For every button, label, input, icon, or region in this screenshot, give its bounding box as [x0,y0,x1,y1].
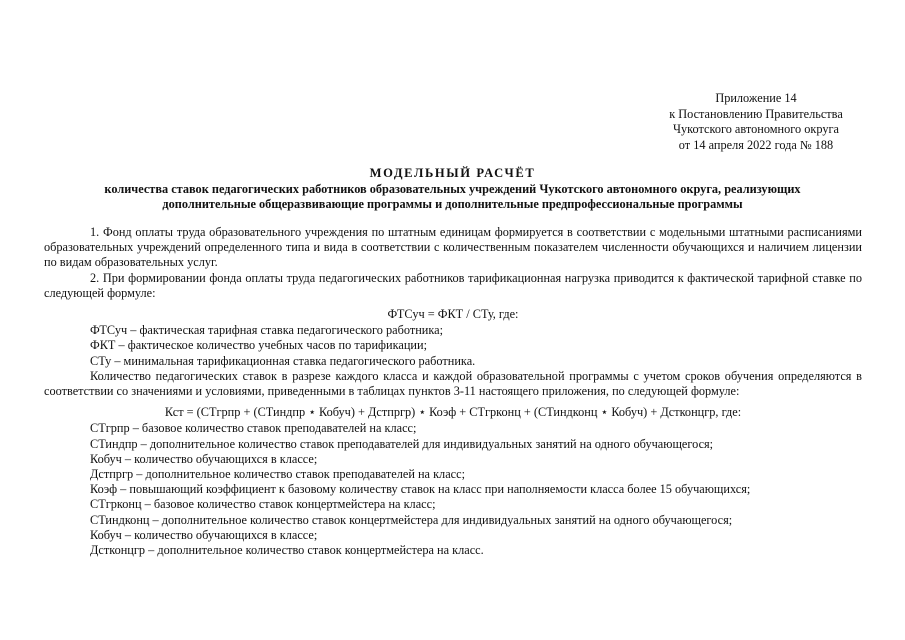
definition-item: Кобуч – количество обучающихся в классе; [90,451,318,466]
formula-tariff-rate: ФТСуч = ФКТ / СТу, где: [387,307,519,322]
appendix-line: к Постановлению Правительства [669,106,843,121]
paragraph-1: 1. Фонд оплаты труда образовательного учреждения по штатным единицам формируется в соответствии с модельными штатными расписаниями образовательных учреждений определенного типа и вида в соответствии с количественным показателем численности обучающихся и наличием лицензии по видам образовательных услуг. [44,225,862,270]
definition-item: СТиндконц – дополнительное количество ставок концертмейстера для индивидуальных занятий на одного обучающегося; [90,512,733,527]
paragraph-3: Количество педагогических ставок в разрезе каждого класса и каждой образовательной программы с учетом сроков обучения определяются в соответствии со значениями и условиями, приведенными в таблицах пунктов 3-11 настоящего приложения, по следующей формуле: [44,368,862,399]
definition-item: Дстпргр – дополнительное количество ставок преподавателей на класс; [90,467,465,482]
document-body [44,225,862,558]
document-title: МОДЕЛЬНЫЙ РАСЧЁТ [369,166,536,180]
definition-item: СТгрконц – базовое количество ставок концертмейстера на класс; [90,497,436,512]
definition-item: СТгрпр – базовое количество ставок преподавателей на класс; [90,421,417,436]
appendix-header [600,91,905,153]
definition-item: ФТСуч – фактическая тарифная ставка педагогического работника; [90,323,444,338]
document-subtitle: количества ставок педагогических работников образовательных учреждений Чукотского автономного округа, реализующих дополнительные общеразвивающие программы и дополнительные предпрофессиональные программы [104,182,801,211]
paragraph-2: 2. При формировании фонда оплаты труда педагогических работников тарификационная нагрузка приводится к фактической тарифной ставке по следующей формуле: [44,270,862,300]
definition-item: Кобуч – количество обучающихся в классе; [90,527,318,542]
appendix-line: Приложение 14 [715,91,797,105]
appendix-line: Чукотского автономного округа [673,122,839,137]
definition-item: СТиндпр – дополнительное количество ставок преподавателей для индивидуальных занятий на одного обучающегося; [90,436,714,451]
appendix-line: от 14 апреля 2022 года № 188 [678,137,834,152]
definition-item: Коэф – повышающий коэффициент к базовому количеству ставок на класс при наполняемости класса более 15 обучающихся; [90,482,751,497]
definition-item: СТу – минимальная тарификационная ставка педагогического работника. [90,353,476,368]
definition-item: Дстконцгр – дополнительное количество ставок концертмейстера на класс. [90,543,484,558]
formula-rate-count: Кст = (СТгрпр + (СТиндпр ⋆ Кобуч) + Дстпргр) ⋆ Коэф + СТгрконц + (СТиндконц ⋆ Кобуч) + Дстконцгр, где: [164,405,742,420]
definition-item: ФКТ – фактическое количество учебных часов по тарификации; [90,338,427,353]
